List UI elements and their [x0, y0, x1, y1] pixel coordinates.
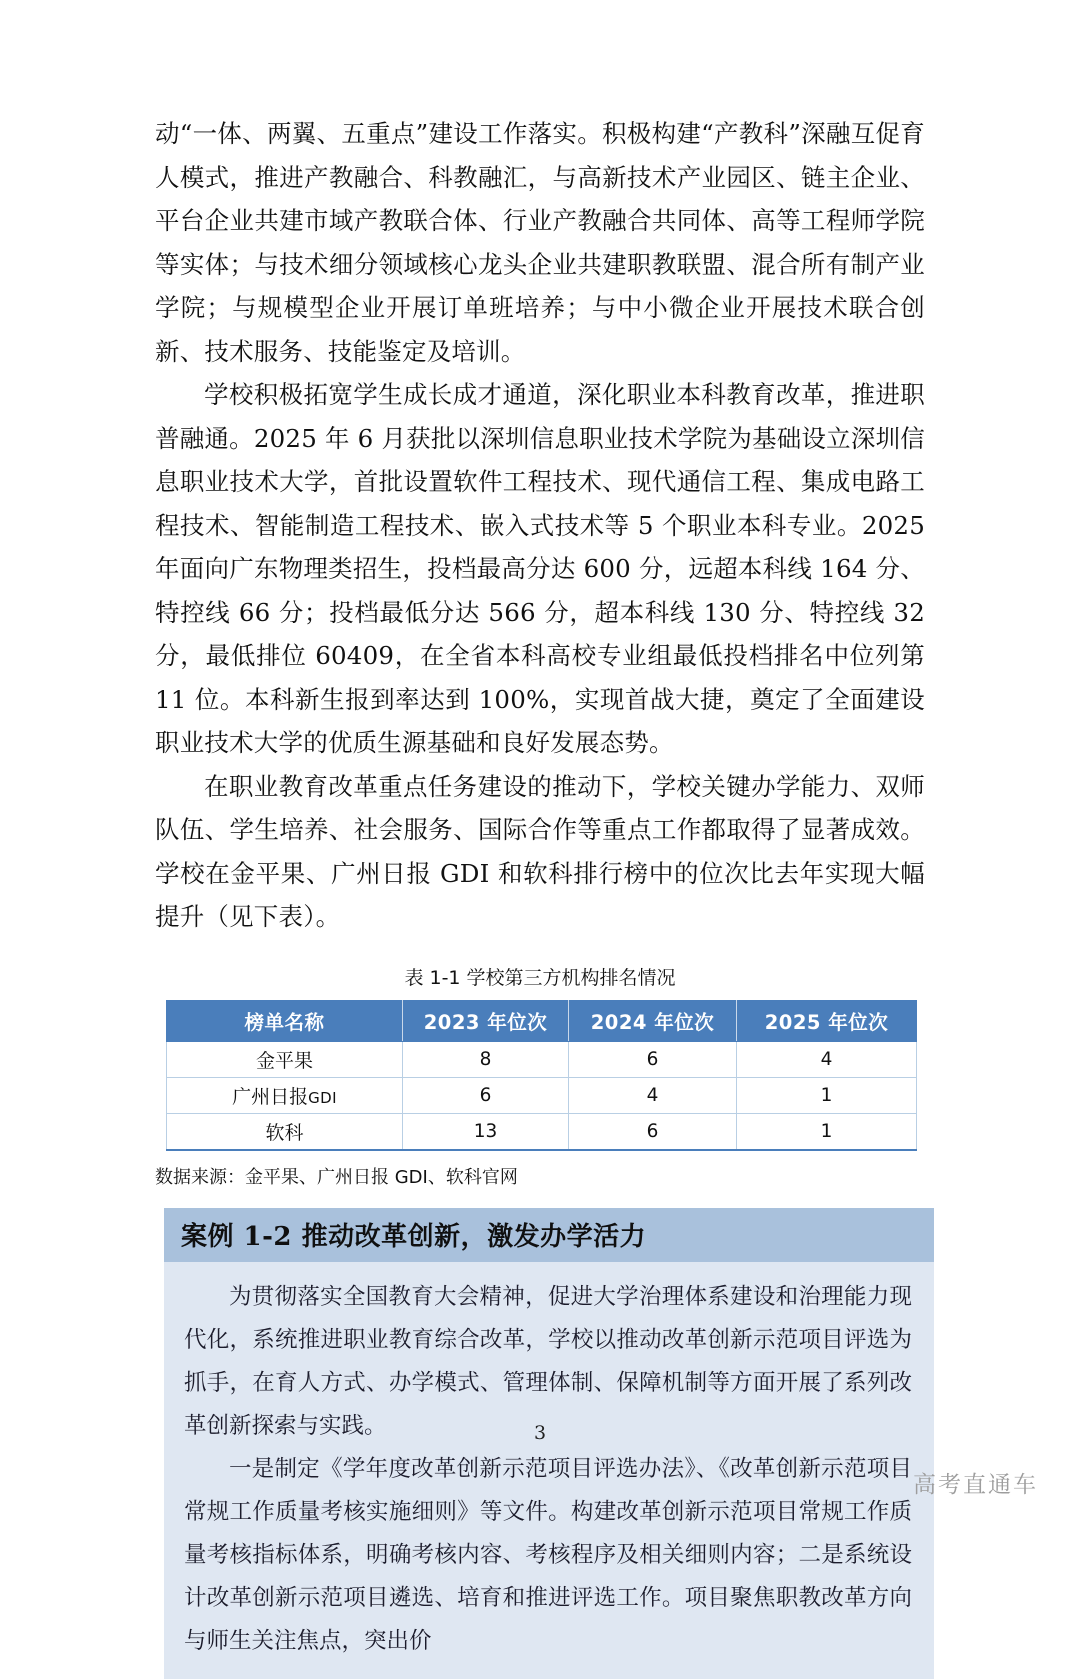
ranking-table	[166, 1000, 917, 1151]
table-cell-2023: 6	[403, 1077, 569, 1113]
table-cell-name: 软科	[167, 1113, 403, 1150]
table-header-cell-2023: 2023 年位次	[403, 1000, 569, 1041]
paragraph-3: 在职业教育改革重点任务建设的推动下，学校关键办学能力、双师队伍、学生培养、社会服务、国际合作等重点工作都取得了显著成效。学校在金平果、广州日报 GDI 和软科排行榜中的位次比去年实现大幅提升（见下表）。	[155, 771, 925, 931]
case-study-header	[164, 1208, 934, 1262]
paragraph-1: 动“一体、两翼、五重点”建设工作落实。积极构建“产教科”深融互促育人模式，推进产教融合、科教融汇，与高新技术产业园区、链主企业、平台企业共建市域产教联合体、行业产教融合共同体、高等工程师学院等实体；与技术细分领域核心龙头企业共建职教联盟、混合所有制产业学院；与规模型企业开展订单班培养；与中小微企业开展技术联合创新、技术服务、技能鉴定及培训。	[155, 119, 925, 366]
case-study-title: 案例 1-2 推动改革创新，激发办学活力	[181, 1222, 647, 1252]
table-cell-name: 金平果	[167, 1041, 403, 1077]
paragraph-2: 学校积极拓宽学生成长成才通道，深化职业本科教育改革，推进职普融通。2025 年 6 月获批以深圳信息职业技术学院为基础设立深圳信息职业技术大学，首批设置软件工程技术、现代通信工程、集成电路工程技术、智能制造工程技术、嵌入式技术等 5 个职业本科专业。2025 年面向广东物理类招生，投档最高分达 600 分，远超本科线 164 分、特控线 66 分；投档最低分达 566 分，超本科线 130 分、特控线 32 分，最低排位 60409，在全省本科高校专业组最低投档排名中位列第 11 位。本科新生报到率达到 100%，实现首战大捷，奠定了全面建设职业技术大学的优质生源基础和良好发展态势。	[155, 380, 925, 757]
case-paragraph-1: 为贯彻落实全国教育大会精神，促进大学治理体系建设和治理能力现代化，系统推进职业教育综合改革，学校以推动改革创新示范项目评选为抓手，在育人方式、办学模式、管理体制、保障机制等方面开展了系列改革创新探索与实践。	[184, 1283, 912, 1439]
table-source-note: 数据来源：金平果、广州日报 GDI、软科官网	[155, 1166, 518, 1188]
table-cell-2024: 6	[569, 1113, 737, 1150]
table-header-cell-2025: 2025 年位次	[737, 1000, 917, 1041]
table-header-row	[167, 1000, 917, 1041]
table-cell-2023: 13	[403, 1113, 569, 1150]
table-cell-2024: 6	[569, 1041, 737, 1077]
table-header-cell-name: 榜单名称	[167, 1000, 403, 1041]
case-study-body	[164, 1262, 934, 1679]
table-caption: 表 1-1 学校第三方机构排名情况	[404, 966, 676, 989]
table-cell-name-text: 广州日报	[232, 1085, 309, 1108]
table-row	[167, 1113, 917, 1150]
page-number: 3	[533, 1422, 547, 1444]
table-cell-2025: 4	[737, 1041, 917, 1077]
table-cell-2023: 8	[403, 1041, 569, 1077]
table-cell-name-suffix: GDI	[308, 1088, 337, 1107]
watermark-label: 高考直通车	[913, 1472, 1038, 1498]
table-header-cell-2024: 2024 年位次	[569, 1000, 737, 1041]
table-cell-2025: 1	[737, 1113, 917, 1150]
table-row	[167, 1077, 917, 1113]
table-body	[167, 1041, 917, 1150]
table-row	[167, 1041, 917, 1077]
table-cell-2025: 1	[737, 1077, 917, 1113]
case-paragraph-2: 一是制定《学年度改革创新示范项目评选办法》、《改革创新示范项目常规工作质量考核实施细则》等文件。构建改革创新示范项目常规工作质量考核指标体系，明确考核内容、考核程序及相关细则内容；二是系统设计改革创新示范项目遴选、培育和推进评选工作。项目聚焦职教改革方向与师生关注焦点，突出价	[184, 1455, 912, 1654]
table-cell-2024: 4	[569, 1077, 737, 1113]
table-cell-name	[167, 1077, 403, 1113]
ranking-table-wrapper	[166, 1000, 916, 1151]
